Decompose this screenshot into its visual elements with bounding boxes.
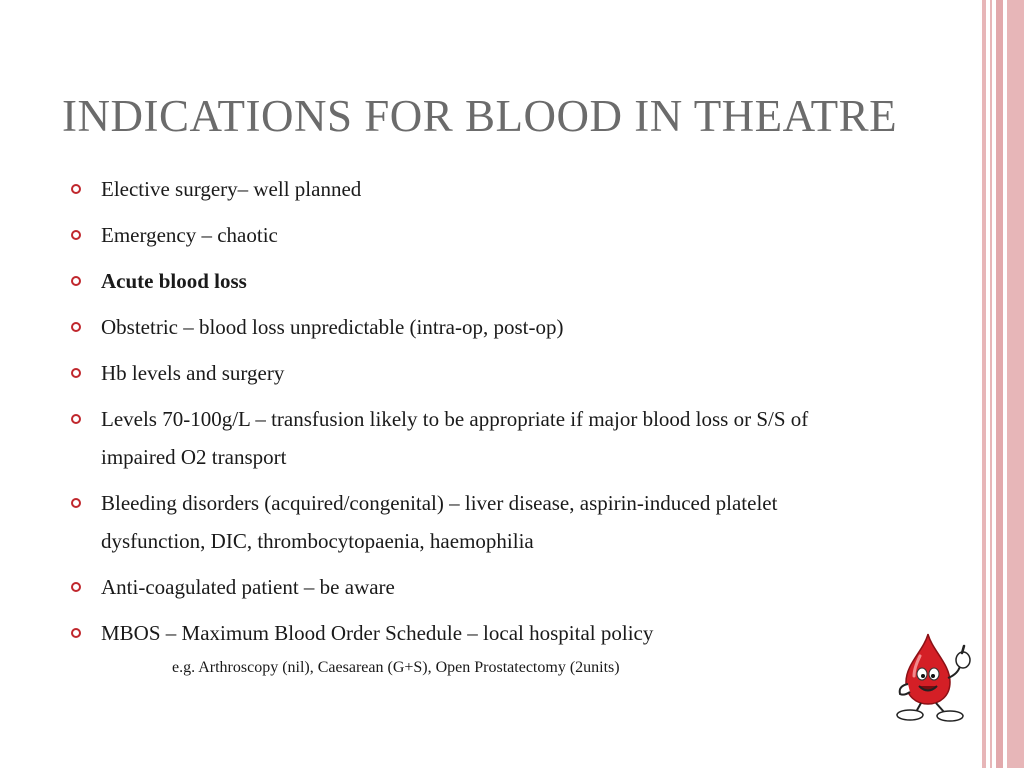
bullet-item	[70, 216, 870, 254]
ring-bullet-icon	[71, 498, 81, 508]
bullet-item	[70, 568, 870, 606]
ring-bullet-icon	[71, 368, 81, 378]
stripe	[996, 0, 1003, 768]
ring-bullet-icon	[71, 322, 81, 332]
bullet-item	[70, 170, 870, 208]
bullet-item	[70, 484, 870, 560]
bullet-text: Hb levels and surgery	[101, 361, 285, 385]
ring-bullet-icon	[71, 276, 81, 286]
bullet-item	[70, 400, 870, 476]
stripe	[990, 0, 992, 768]
decorative-edge-stripes	[980, 0, 1024, 768]
bullet-text: Emergency – chaotic	[101, 223, 278, 247]
bullet-text: MBOS – Maximum Blood Order Schedule – local hospital policy	[101, 621, 654, 645]
example-note: e.g. Arthroscopy (nil), Caesarean (G+S), Open Prostatectomy (2units)	[172, 659, 620, 676]
bullet-text: Anti-coagulated patient – be aware	[101, 575, 395, 599]
stripe	[1007, 0, 1024, 768]
bullet-item	[70, 354, 870, 392]
bullet-text: Acute blood loss	[101, 269, 247, 293]
bullet-item	[70, 262, 870, 300]
ring-bullet-icon	[71, 582, 81, 592]
ring-bullet-icon	[71, 230, 81, 240]
bullet-text: Obstetric – blood loss unpredictable (intra-op, post-op)	[101, 315, 564, 339]
bullet-text: Elective surgery– well planned	[101, 177, 362, 201]
slide-title: INDICATIONS FOR BLOOD IN THEATRE	[62, 91, 898, 141]
ring-bullet-icon	[71, 184, 81, 194]
bullet-text: Levels 70-100g/L – transfusion likely to be appropriate if major blood loss or S/S of impaired O2 transport	[101, 407, 809, 469]
bullet-text: Bleeding disorders (acquired/congenital) – liver disease, aspirin-induced platelet dysfunction, DIC, thrombocytopaenia, haemophilia	[101, 491, 778, 553]
bullet-list	[70, 170, 870, 660]
blood-drop-mascot-icon	[886, 630, 986, 722]
ring-bullet-icon	[71, 628, 81, 638]
bullet-item	[70, 308, 870, 346]
bullet-item	[70, 614, 870, 652]
ring-bullet-icon	[71, 414, 81, 424]
